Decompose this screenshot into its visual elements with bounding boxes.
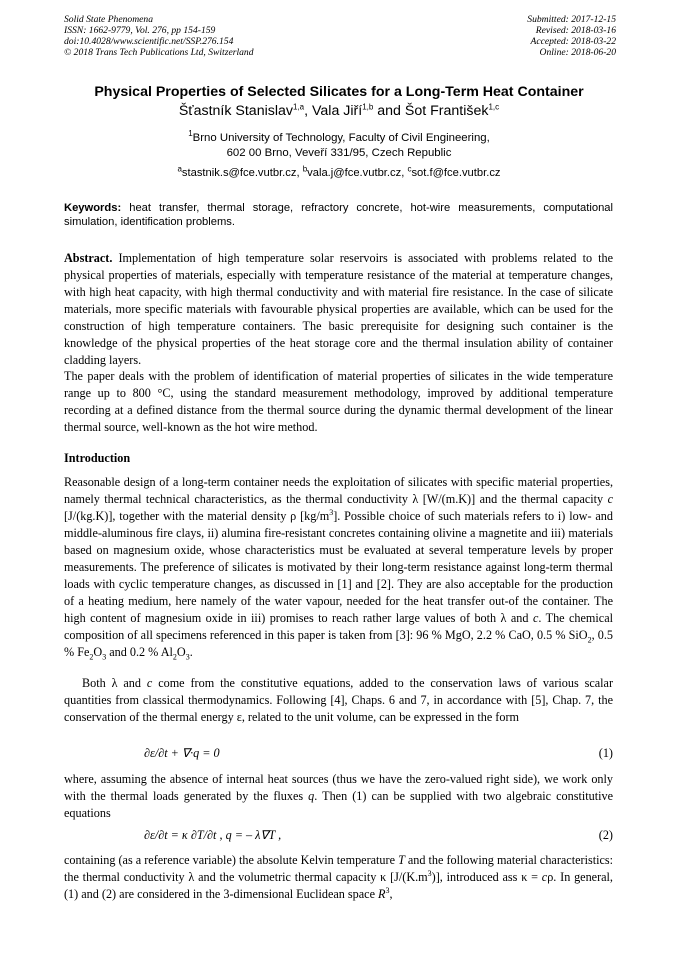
equation-1-body: ∂ε/∂t + ∇·q = 0 [144, 746, 220, 760]
paper-title: Physical Properties of Selected Silicates for a Long-Term Heat Container [94, 84, 584, 100]
equation-2-number: (2) [598, 828, 613, 842]
equation-2-body: ∂ε/∂t = κ ∂T/∂t , q = – λ∇T , [144, 828, 282, 842]
keywords-text: heat transfer, thermal storage, refractory concrete, hot-wire measurements, computational simulation, identification problems. [64, 202, 614, 229]
email-link[interactable]: vala.j@fce.vutbr.cz [307, 167, 402, 179]
affiliation-line1: Brno University of Technology, Faculty of Civil Engineering, [192, 132, 490, 144]
intro-paragraph-4: containing (as a reference variable) the absolute Kelvin temperature T and the following material characteristics: the thermal conductivity λ and the volumetric thermal capacity κ $[J/(K.m^3)]$, introduced ass κ = cρ. In general, (1) and (2) are considered in the 3-dimensional Euclidean space $R^3$, [64, 853, 614, 901]
issn: ISSN: 1662-9779, Vol. 276, pp 154-159 [64, 25, 216, 36]
author-list [0, 103, 678, 119]
copyright: © 2018 Trans Tech Publications Ltd, Switzerland [64, 47, 254, 58]
email-link[interactable]: stastnik.s@fce.vutbr.cz [181, 167, 297, 179]
author-name: Vala Jiří [312, 103, 363, 119]
affiliation [0, 131, 678, 161]
intro-paragraph-1: Reasonable design of a long-term container needs the exploitation of silicates with specific material properties, namely thermal technical characteristics, as the thermal conductivity λ [W/(m.K)] and the thermal capacity c [J/(kg.K)], together with the material density ρ $[kg/m^3]$. Possible choice of such materials refers to i) low- and middle-aluminous fire clays, ii) alumina fire-resistant concretes containing olivine a magnetite and iii) materials based on magnesium oxide, whose characteristics must be evaluated at several temperature levels by proper measurements. The preference of silicates is motivated by their long-term resistance against long-term thermal loads with cyclic temperature changes, as discussed in [1] and [2]. They are also acceptable for the production of a heating medium, here namely of the water vapour, needed for the heat transfer out-of the container. The high content of magnesium oxide in iii) promises to reach rather large values of both λ and c. The chemical composition of all specimens referenced in this paper is taken from [3]: 96 % MgO, 2.2 % CaO, 0.5 % SiO$_2$, 0.5 % $Fe_2O_3$ and 0.2 % $Al_2O_3$. [64, 475, 614, 662]
keywords-label: Keywords: [64, 202, 122, 214]
submitted-date: Submitted: 2017-12-15 [527, 14, 616, 25]
abstract-paragraph-2: The paper deals with the problem of identification of material properties of silicates in the wide temperature range up to 800 °C, using the standard measurement methodology, improved by additional temperature recording at a defined distance from the thermal source during the dynamic thermal development of the linear thermal source, well-known as the hot wire method. [64, 369, 613, 434]
doi[interactable]: doi:10.4028/www.scientific.net/SSP.276.154 [64, 36, 234, 47]
affiliation-line2: 602 00 Brno, Veveří 331/95, Czech Republic [226, 147, 452, 159]
journal-header-left [64, 14, 254, 58]
online-date: Online: 2018-06-20 [539, 47, 616, 58]
email-sup: c [407, 164, 412, 174]
abstract-text: Implementation of high temperature solar reservoirs is associated with problems related to the physical properties of materials, especially with temperature resistance of the material at temperature changes, with high heat capacity, with high thermal conductivity and with material fire resistance. In the case of silicate materials, more specific materials with favourable physical properties are available, which can be used for the construction of high temperature containers. The basic prerequisite for designing such container is the knowledge of the physical properties of the heat storage core and the thermal insulation ability of container cladding layers. [64, 251, 614, 367]
abstract-paragraph-1 [64, 250, 613, 369]
author-separator: , [304, 103, 312, 119]
author-name: Šot František [404, 103, 489, 119]
author-sup: 1,a [292, 102, 305, 112]
equation-1-number: (1) [598, 746, 613, 760]
author-sup: 1,b [362, 102, 374, 112]
revised-date: Revised: 2018-03-16 [535, 25, 616, 36]
abstract-label: Abstract. [64, 251, 113, 265]
email-sup: b [302, 164, 308, 174]
author-and: and [373, 103, 405, 119]
intro-paragraph-3: where, assuming the absence of internal heat sources (thus we have the zero-valued right side), we work only with the thermal loads generated by the fluxes q. Then (1) can be supplied with two algebraic constitutive equations [64, 772, 614, 820]
keywords [64, 201, 613, 229]
accepted-date: Accepted: 2018-03-22 [530, 36, 616, 47]
journal-name: Solid State Phenomena [64, 14, 153, 25]
affiliation-sup: 1 [188, 129, 193, 139]
author-sup: 1,c [488, 102, 500, 112]
email-sup: a [177, 164, 182, 174]
section-heading-introduction: Introduction [64, 451, 131, 465]
journal-header-right [527, 14, 616, 58]
intro-paragraph-2: Both λ and c come from the constitutive equations, added to the conservation laws of various scalar quantities from classical thermodynamics. Following [4], Chaps. 6 and 7, in accordance with [5], Chap. 7, the conservation of the thermal energy ε, related to the unit volume, can be expressed in the form [64, 676, 613, 724]
email-list: $^a$stastnik.s@fce.vutbr.cz, $^b$vala.j@fce.vutbr.cz, $^c$sot.f@fce.vutbr.cz [177, 164, 501, 179]
author-name: Šťastník Stanislav [178, 103, 293, 119]
email-link[interactable]: sot.f@fce.vutbr.cz [411, 167, 501, 179]
